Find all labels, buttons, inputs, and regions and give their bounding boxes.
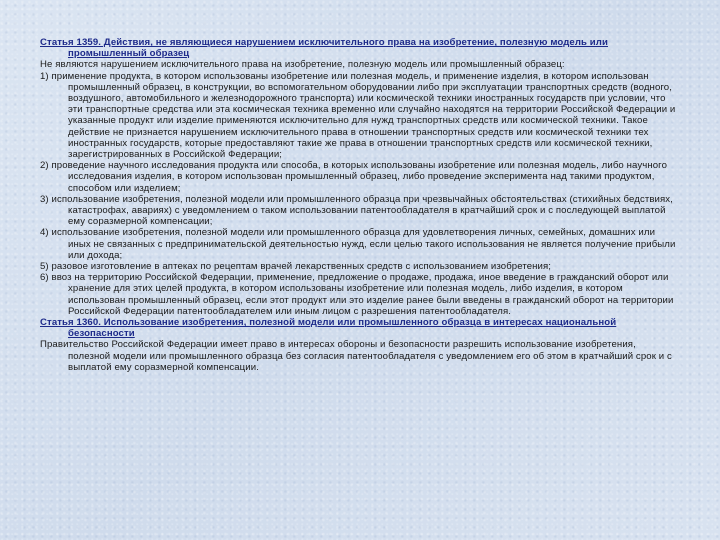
article-1359-item-1: 1) применение продукта, в котором использованы изобретение или полезная модель, и применение изделия, в котором использован промышленный образец, в конструкции, во вспомогательном оборудовании либо при эксплуатации транспортных средств (водного, воздушного, автомобильного и железнодорожного транспорта) или космической техники иностранных государств при условии, что эти транспортные средства или эта космическая техника временно или случайно находятся на территории Российской Федерации и указанные продукт или изделие применяются исключительно для нужд транспортных средств или космической техники. Такое действие не признается нарушением исключительного права в отношении транспортных средств или космической техники тех иностранных государств, которые предоставляют такие же права в отношении транспортных средств или космической техники, зарегистрированных в Российской Федерации; bbox=[40, 70, 676, 161]
document-body bbox=[40, 37, 676, 373]
article-1359-item-6: 6) ввоз на территорию Российской Федерации, применение, предложение о продаже, продажа, иное введение в гражданский оборот или хранение для этих целей продукта, в котором использованы изобретение или полезная модель, либо изделия, в котором использован промышленный образец, если этот продукт или это изделие ранее были введены в гражданский оборот на территории Российской Федерации патентообладателем или иным лицом с разрешения патентообладателя. bbox=[40, 272, 674, 317]
article-1359-intro: Не являются нарушением исключительного права на изобретение, полезную модель или промышленный образец: bbox=[40, 59, 565, 71]
article-1359-item-2: 2) проведение научного исследования продукта или способа, в которых использованы изобретение или полезная модель, либо научного исследования изделия, в котором использован промышленный образец, либо проведение эксперимента над такими продуктом, способом или изделием; bbox=[40, 160, 668, 194]
article-1360-title[interactable]: Статья 1360. Использование изобретения, полезной модели или промышленного образца в интересах национальной безопасности bbox=[40, 317, 617, 340]
article-1360-text: Правительство Российской Федерации имеет право в интересах обороны и безопасности разрешить использование изобретения, полезной модели или промышленного образца без согласия патентообладателя с уведомлением его об этом в кратчайший срок и с выплатой ему соразмерной компенсации. bbox=[40, 339, 672, 373]
article-1359-item-5: 5) разовое изготовление в аптеках по рецептам врачей лекарственных средств с использованием изобретения; bbox=[40, 261, 552, 273]
article-1359-item-4: 4) использование изобретения, полезной модели или промышленного образца для удовлетворения личных, семейных, домашних или иных не связанных с предпринимательской деятельностью нужд, если целью такого использования не является получение прибыли или дохода; bbox=[40, 227, 676, 261]
article-1359-title[interactable]: Статья 1359. Действия, не являющиеся нарушением исключительного права на изобретение, полезную модель или промышленный образец bbox=[40, 37, 608, 60]
article-1359-item-3: 3) использование изобретения, полезной модели или промышленного образца при чрезвычайных обстоятельствах (стихийных бедствиях, катастрофах, авариях) с уведомлением о таком использовании патентообладателя в кратчайший срок и с последующей выплатой ему соразмерной компенсации; bbox=[40, 193, 673, 228]
